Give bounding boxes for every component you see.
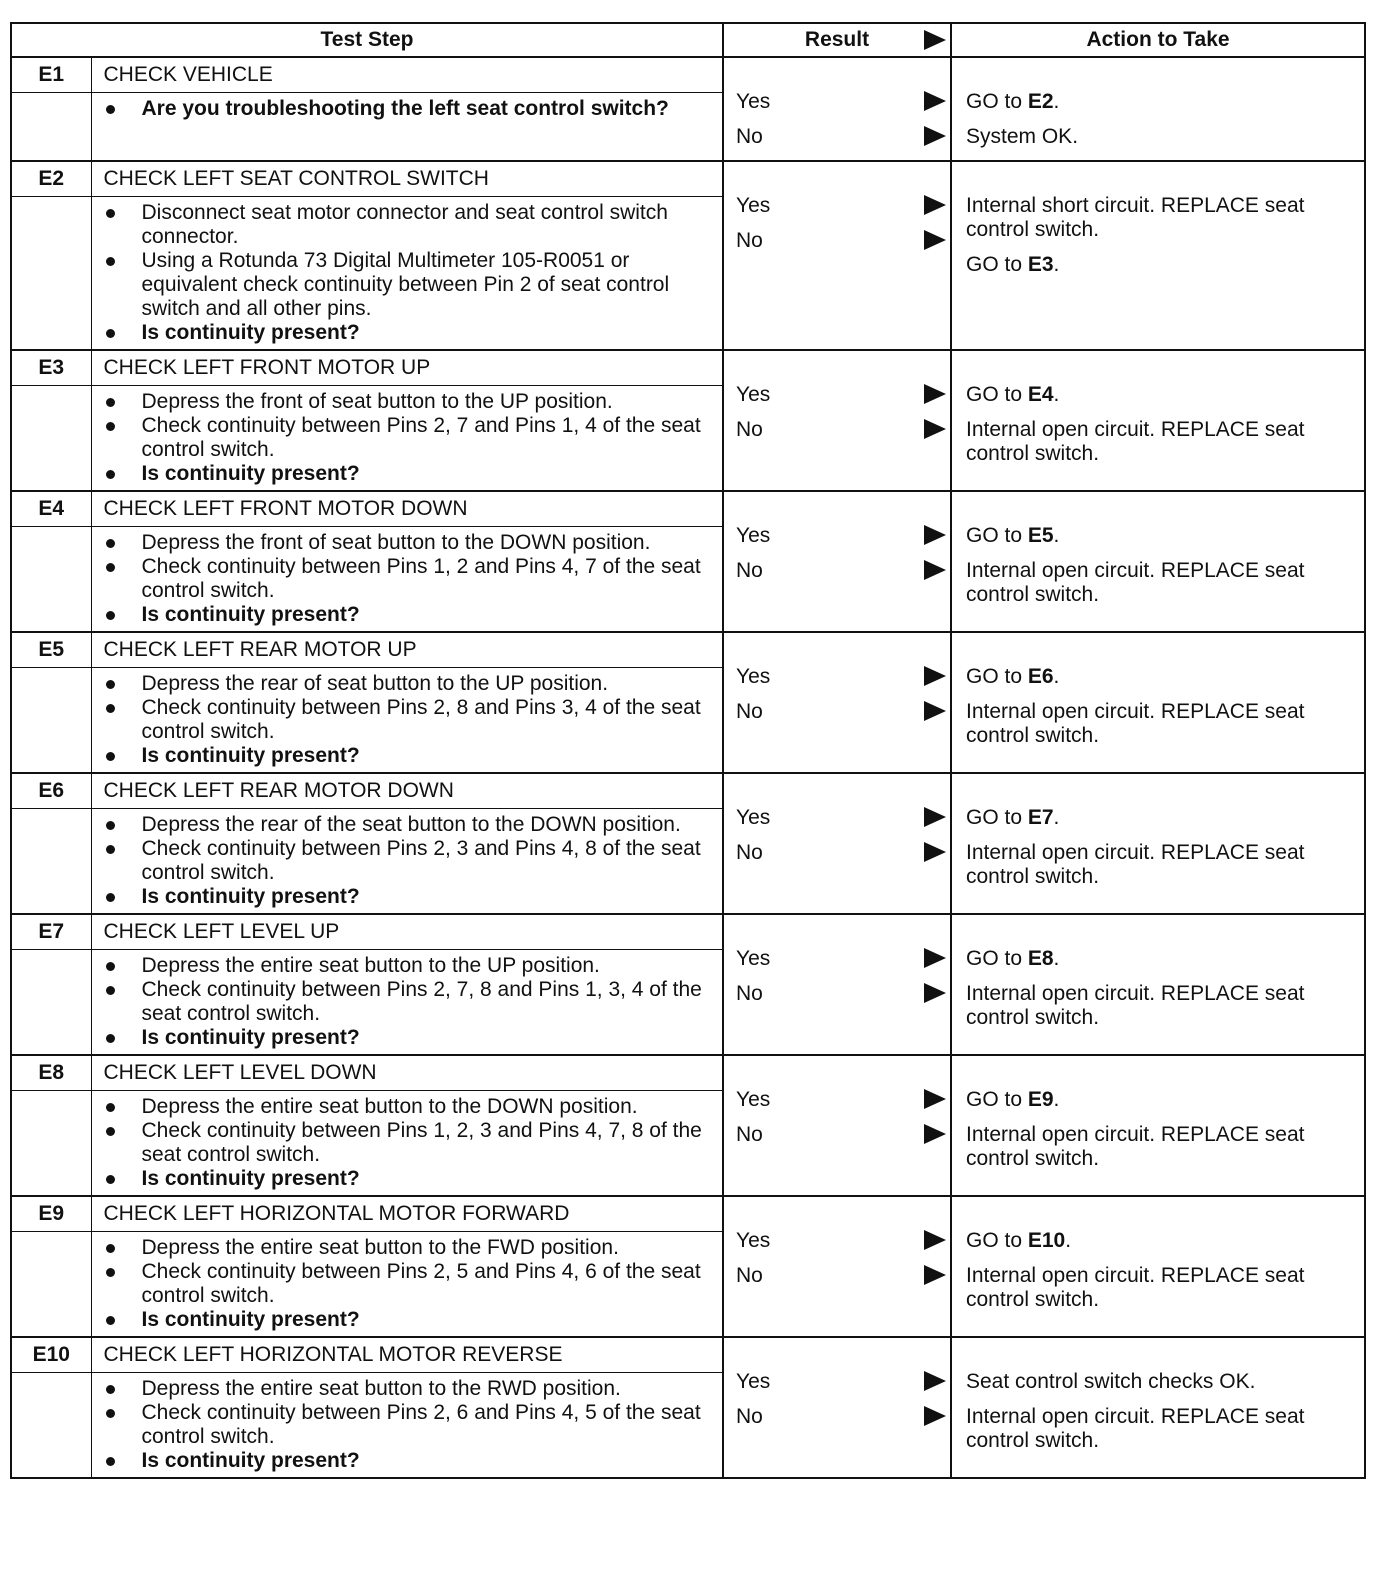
result-yes <box>724 194 950 218</box>
arrow-right-icon <box>924 1406 946 1426</box>
test-step-row <box>11 1196 1365 1337</box>
step-title: CHECK LEFT LEVEL UP <box>92 915 723 950</box>
result-label: Yes <box>736 383 771 406</box>
test-step-header: Test Step <box>11 23 723 57</box>
step-id: E3 <box>12 351 91 386</box>
result-yes <box>724 806 950 830</box>
action-text <box>966 559 1356 607</box>
result-cell <box>723 1337 951 1478</box>
step-title: CHECK LEFT FRONT MOTOR DOWN <box>92 492 723 527</box>
step-title: CHECK LEFT HORIZONTAL MOTOR FORWARD <box>92 1197 723 1232</box>
arrow-right-icon <box>924 1265 946 1285</box>
step-id-cell <box>11 57 91 161</box>
step-instructions <box>92 668 723 772</box>
result-cell <box>723 350 951 491</box>
result-no <box>724 229 950 253</box>
action-step-ref: E5 <box>1027 524 1054 547</box>
test-step-row <box>11 350 1365 491</box>
step-id: E1 <box>12 58 91 93</box>
action-tail: . <box>1053 947 1060 970</box>
action-step-ref: E10 <box>1027 1229 1066 1252</box>
arrow-right-icon <box>924 842 946 862</box>
step-detail-cell <box>91 350 723 491</box>
step-instructions <box>92 809 723 913</box>
step-detail-cell <box>91 161 723 350</box>
step-id-cell <box>11 1196 91 1337</box>
test-step-row <box>11 1055 1365 1196</box>
test-step-row <box>11 914 1365 1055</box>
step-detail-cell <box>91 914 723 1055</box>
step-id-cell <box>11 1337 91 1478</box>
action-cell <box>951 350 1365 491</box>
action-tail: . <box>1053 90 1060 113</box>
action-label: Internal open circuit. REPLACE seat control switch. <box>966 418 1305 465</box>
step-instructions <box>92 197 723 349</box>
action-cell <box>951 161 1365 350</box>
result-cell <box>723 914 951 1055</box>
result-label: No <box>736 125 763 148</box>
result-label: Yes <box>736 665 771 688</box>
action-step-ref: E6 <box>1027 665 1054 688</box>
step-question: Is continuity present? <box>104 603 713 627</box>
result-label: Yes <box>736 806 771 829</box>
action-header: Action to Take <box>951 23 1365 57</box>
step-instruction: Check continuity between Pins 2, 3 and Pins 4, 8 of the seat control switch. <box>104 837 713 885</box>
step-instruction: Depress the rear of seat button to the UP position. <box>104 672 713 696</box>
result-cell <box>723 491 951 632</box>
action-cell <box>951 57 1365 161</box>
step-id-cell <box>11 773 91 914</box>
action-cell <box>951 632 1365 773</box>
step-title: CHECK LEFT FRONT MOTOR UP <box>92 351 723 386</box>
result-yes <box>724 665 950 689</box>
action-cell <box>951 1337 1365 1478</box>
step-id-cell <box>11 1055 91 1196</box>
action-label: Internal open circuit. REPLACE seat control switch. <box>966 1405 1305 1452</box>
action-text <box>966 253 1356 277</box>
test-step-row <box>11 632 1365 773</box>
test-step-row <box>11 491 1365 632</box>
result-header <box>723 23 951 57</box>
result-label: No <box>736 1405 763 1428</box>
result-label: Yes <box>736 194 771 217</box>
arrow-right-icon <box>924 126 946 146</box>
result-no <box>724 1264 950 1288</box>
action-step-ref: E9 <box>1027 1088 1054 1111</box>
arrow-right-icon <box>924 560 946 580</box>
step-id-cell <box>11 632 91 773</box>
action-tail: . <box>1065 1229 1072 1252</box>
result-no <box>724 418 950 442</box>
arrow-right-icon <box>924 1089 946 1109</box>
action-step-ref: E3 <box>1027 253 1054 276</box>
step-detail-cell <box>91 491 723 632</box>
test-step-table <box>10 22 1366 1479</box>
result-label: No <box>736 1123 763 1146</box>
action-label: System OK. <box>966 125 1079 148</box>
action-label: GO to <box>966 1088 1028 1111</box>
action-label: Seat control switch checks OK. <box>966 1370 1256 1393</box>
step-id: E10 <box>12 1338 91 1373</box>
result-label: No <box>736 982 763 1005</box>
action-label: Internal open circuit. REPLACE seat control switch. <box>966 700 1305 747</box>
action-label: Internal open circuit. REPLACE seat control switch. <box>966 559 1305 606</box>
arrow-right-icon <box>924 195 946 215</box>
step-instructions <box>92 950 723 1054</box>
step-title: CHECK VEHICLE <box>92 58 723 93</box>
step-id-cell <box>11 491 91 632</box>
step-instruction: Check continuity between Pins 2, 8 and Pins 3, 4 of the seat control switch. <box>104 696 713 744</box>
result-label: No <box>736 559 763 582</box>
action-text <box>966 806 1356 830</box>
step-detail-cell <box>91 1337 723 1478</box>
action-tail: . <box>1053 806 1060 829</box>
step-id: E5 <box>12 633 91 668</box>
step-instruction: Using a Rotunda 73 Digital Multimeter 105-R0051 or equivalent check continuity between Pin 2 of seat control switch and all other pins. <box>104 249 713 321</box>
step-title: CHECK LEFT LEVEL DOWN <box>92 1056 723 1091</box>
arrow-right-icon <box>924 91 946 111</box>
result-yes <box>724 947 950 971</box>
step-instruction: Depress the front of seat button to the UP position. <box>104 390 713 414</box>
action-tail: . <box>1053 383 1060 406</box>
action-label: GO to <box>966 253 1028 276</box>
action-tail: . <box>1053 253 1060 276</box>
action-step-ref: E2 <box>1027 90 1054 113</box>
action-text <box>966 90 1356 114</box>
step-instruction: Check continuity between Pins 2, 7 and Pins 1, 4 of the seat control switch. <box>104 414 713 462</box>
result-label: Yes <box>736 1088 771 1111</box>
step-id: E2 <box>12 162 91 197</box>
action-step-ref: E4 <box>1027 383 1054 406</box>
test-step-page <box>10 22 1364 1479</box>
step-instruction: Depress the rear of the seat button to the DOWN position. <box>104 813 713 837</box>
step-id-cell <box>11 161 91 350</box>
step-question: Is continuity present? <box>104 885 713 909</box>
action-text <box>966 1264 1356 1312</box>
action-text <box>966 383 1356 407</box>
action-label: GO to <box>966 947 1028 970</box>
result-yes <box>724 1370 950 1394</box>
action-text <box>966 194 1356 242</box>
action-step-ref: E7 <box>1027 806 1054 829</box>
result-no <box>724 125 950 149</box>
action-cell <box>951 1196 1365 1337</box>
step-instruction: Depress the entire seat button to the DOWN position. <box>104 1095 713 1119</box>
result-yes <box>724 1088 950 1112</box>
step-detail-cell <box>91 57 723 161</box>
step-instruction: Check continuity between Pins 2, 7, 8 and Pins 1, 3, 4 of the seat control switch. <box>104 978 713 1026</box>
arrow-right-icon <box>924 1230 946 1250</box>
action-tail: . <box>1053 1088 1060 1111</box>
result-no <box>724 559 950 583</box>
step-instruction: Disconnect seat motor connector and seat control switch connector. <box>104 201 713 249</box>
step-instructions <box>92 1373 723 1477</box>
result-label: Yes <box>736 90 771 113</box>
arrow-right-icon <box>924 230 946 250</box>
result-no <box>724 982 950 1006</box>
action-text <box>966 982 1356 1030</box>
test-step-row <box>11 773 1365 914</box>
action-cell <box>951 914 1365 1055</box>
step-instruction: Check continuity between Pins 1, 2 and Pins 4, 7 of the seat control switch. <box>104 555 713 603</box>
action-label: GO to <box>966 383 1028 406</box>
step-instructions <box>92 93 723 125</box>
step-id-cell <box>11 350 91 491</box>
result-cell <box>723 1055 951 1196</box>
action-label: Internal open circuit. REPLACE seat control switch. <box>966 982 1305 1029</box>
step-id: E4 <box>12 492 91 527</box>
result-cell <box>723 632 951 773</box>
result-label: No <box>736 841 763 864</box>
action-cell <box>951 1055 1365 1196</box>
step-instruction: Depress the entire seat button to the RWD position. <box>104 1377 713 1401</box>
action-text <box>966 524 1356 548</box>
result-yes <box>724 524 950 548</box>
result-cell <box>723 1196 951 1337</box>
arrow-right-icon <box>924 948 946 968</box>
step-id: E9 <box>12 1197 91 1232</box>
test-step-row <box>11 57 1365 161</box>
step-title: CHECK LEFT REAR MOTOR DOWN <box>92 774 723 809</box>
result-no <box>724 700 950 724</box>
step-instruction: Depress the entire seat button to the FWD position. <box>104 1236 713 1260</box>
result-label: Yes <box>736 947 771 970</box>
action-label: GO to <box>966 1229 1028 1252</box>
action-label: Internal short circuit. REPLACE seat control switch. <box>966 194 1305 241</box>
result-cell <box>723 161 951 350</box>
step-id: E8 <box>12 1056 91 1091</box>
action-text <box>966 841 1356 889</box>
step-instruction: Depress the front of seat button to the DOWN position. <box>104 531 713 555</box>
result-label: No <box>736 229 763 252</box>
step-instructions <box>92 527 723 631</box>
result-header-label: Result <box>804 28 870 51</box>
step-instruction: Check continuity between Pins 2, 5 and Pins 4, 6 of the seat control switch. <box>104 1260 713 1308</box>
test-step-rows <box>11 57 1365 1478</box>
result-yes <box>724 383 950 407</box>
action-step-ref: E8 <box>1027 947 1054 970</box>
arrow-right-icon <box>924 1124 946 1144</box>
result-label: No <box>736 1264 763 1287</box>
result-label: Yes <box>736 1370 771 1393</box>
action-text <box>966 700 1356 748</box>
step-instructions <box>92 1091 723 1195</box>
arrow-right-icon <box>924 807 946 827</box>
arrow-right-icon <box>924 1371 946 1391</box>
arrow-right-icon <box>924 666 946 686</box>
step-detail-cell <box>91 1055 723 1196</box>
result-label: Yes <box>736 1229 771 1252</box>
step-question: Is continuity present? <box>104 1308 713 1332</box>
arrow-right-icon <box>924 419 946 439</box>
action-text <box>966 125 1356 149</box>
action-text <box>966 1088 1356 1112</box>
action-tail: . <box>1053 665 1060 688</box>
step-question: Is continuity present? <box>104 462 713 486</box>
action-cell <box>951 773 1365 914</box>
action-text <box>966 1370 1356 1394</box>
action-label: GO to <box>966 665 1028 688</box>
step-id-cell <box>11 914 91 1055</box>
step-detail-cell <box>91 773 723 914</box>
action-text <box>966 1229 1356 1253</box>
action-tail: . <box>1053 524 1060 547</box>
result-cell <box>723 773 951 914</box>
step-question: Is continuity present? <box>104 321 713 345</box>
step-instructions <box>92 386 723 490</box>
step-instruction: Check continuity between Pins 1, 2, 3 and Pins 4, 7, 8 of the seat control switch. <box>104 1119 713 1167</box>
step-question: Is continuity present? <box>104 1449 713 1473</box>
action-cell <box>951 491 1365 632</box>
action-text <box>966 1123 1356 1171</box>
arrow-right-icon <box>924 701 946 721</box>
action-text <box>966 418 1356 466</box>
result-label: No <box>736 700 763 723</box>
result-label: Yes <box>736 524 771 547</box>
action-text <box>966 665 1356 689</box>
result-no <box>724 1123 950 1147</box>
step-title: CHECK LEFT SEAT CONTROL SWITCH <box>92 162 723 197</box>
step-question: Is continuity present? <box>104 744 713 768</box>
arrow-right-icon <box>924 983 946 1003</box>
result-no <box>724 841 950 865</box>
step-detail-cell <box>91 1196 723 1337</box>
test-step-row <box>11 161 1365 350</box>
result-yes <box>724 1229 950 1253</box>
arrow-right-icon <box>924 384 946 404</box>
result-yes <box>724 90 950 114</box>
step-question: Are you troubleshooting the left seat control switch? <box>104 97 713 121</box>
step-instruction: Depress the entire seat button to the UP position. <box>104 954 713 978</box>
arrow-right-icon <box>924 525 946 545</box>
step-instructions <box>92 1232 723 1336</box>
test-step-row <box>11 1337 1365 1478</box>
result-cell <box>723 57 951 161</box>
step-question: Is continuity present? <box>104 1026 713 1050</box>
action-label: GO to <box>966 806 1028 829</box>
step-detail-cell <box>91 632 723 773</box>
action-label: GO to <box>966 90 1028 113</box>
step-id: E7 <box>12 915 91 950</box>
step-title: CHECK LEFT REAR MOTOR UP <box>92 633 723 668</box>
action-label: GO to <box>966 524 1028 547</box>
table-header-row <box>11 23 1365 57</box>
action-text <box>966 947 1356 971</box>
action-label: Internal open circuit. REPLACE seat control switch. <box>966 841 1305 888</box>
result-no <box>724 1405 950 1429</box>
action-label: Internal open circuit. REPLACE seat control switch. <box>966 1123 1305 1170</box>
step-title: CHECK LEFT HORIZONTAL MOTOR REVERSE <box>92 1338 723 1373</box>
step-id: E6 <box>12 774 91 809</box>
step-question: Is continuity present? <box>104 1167 713 1191</box>
step-instruction: Check continuity between Pins 2, 6 and Pins 4, 5 of the seat control switch. <box>104 1401 713 1449</box>
action-label: Internal open circuit. REPLACE seat control switch. <box>966 1264 1305 1311</box>
result-label: No <box>736 418 763 441</box>
arrow-right-icon <box>924 30 946 50</box>
action-text <box>966 1405 1356 1453</box>
